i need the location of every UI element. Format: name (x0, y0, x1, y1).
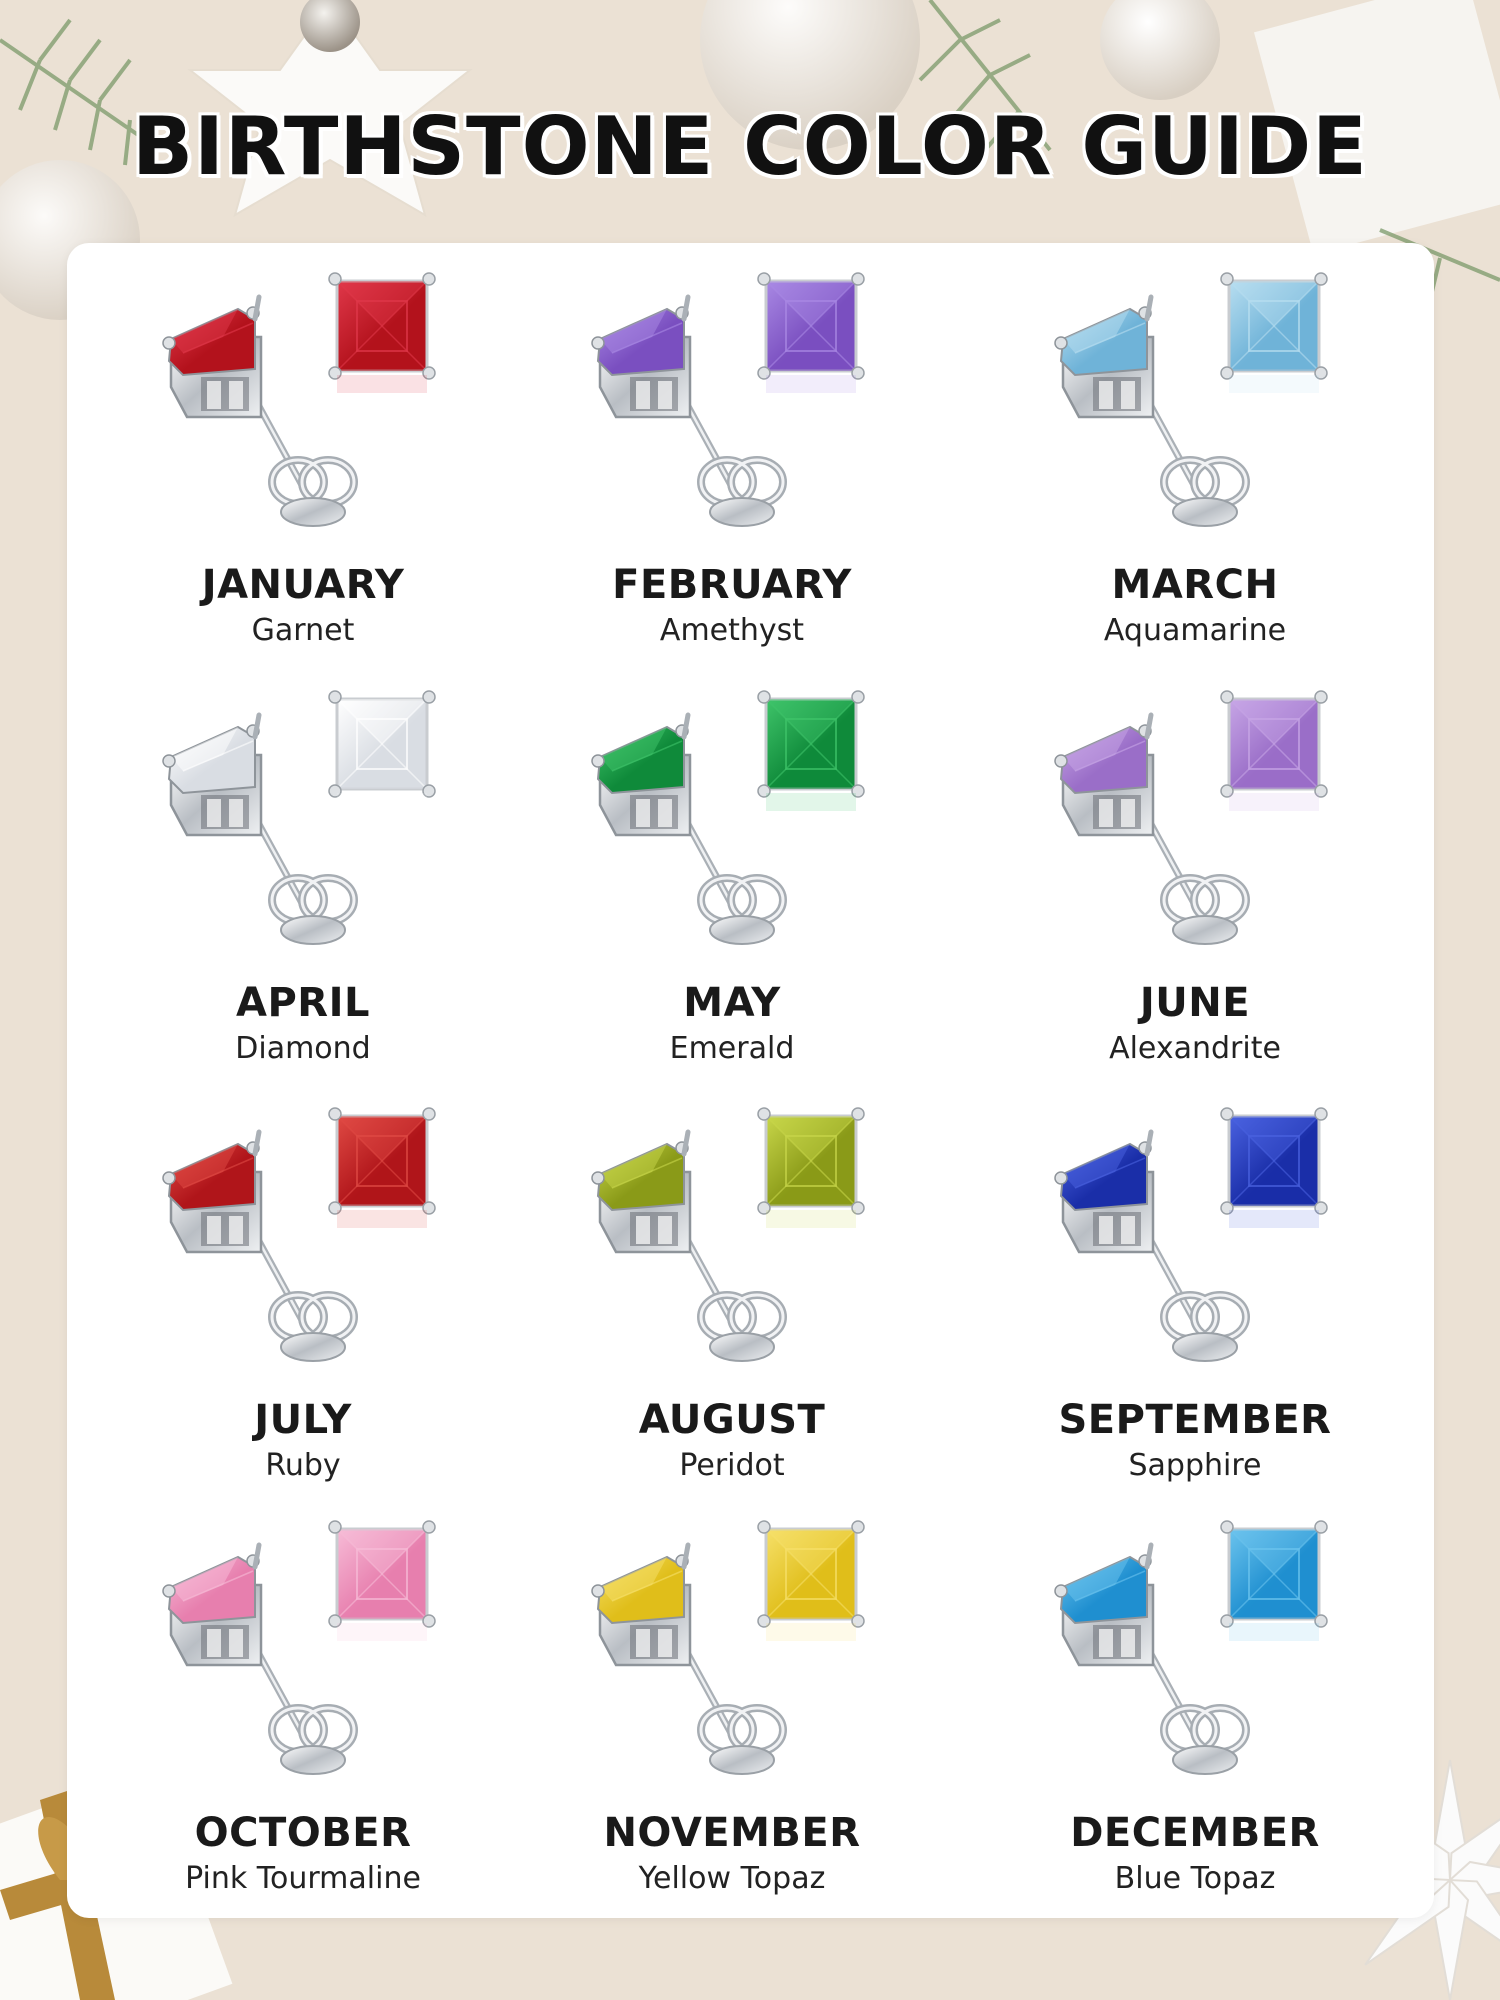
stone-name: Garnet (251, 613, 355, 648)
earring-icon (83, 257, 523, 567)
earring-icon (975, 257, 1415, 567)
birthstone-card (975, 1505, 1415, 1923)
stone-name: Pink Tourmaline (185, 1861, 421, 1896)
birthstone-card (975, 1092, 1415, 1510)
earring-icon (83, 675, 523, 985)
month-label: APRIL (236, 980, 370, 1026)
birthstone-card (512, 1505, 952, 1923)
stone-name: Aquamarine (1103, 613, 1287, 648)
birthstone-card (512, 1092, 952, 1510)
earring-icon (512, 675, 952, 985)
month-label: JUNE (1139, 980, 1251, 1026)
month-label: NOVEMBER (603, 1810, 861, 1856)
birthstone-card (512, 257, 952, 675)
birthstone-card (83, 1092, 523, 1510)
stone-name: Yellow Topaz (638, 1861, 826, 1896)
page-title: BIRTHSTONE COLOR GUIDE (132, 100, 1368, 193)
earring-icon (512, 257, 952, 567)
stone-name: Amethyst (659, 613, 805, 648)
stone-name: Blue Topaz (1114, 1861, 1276, 1896)
birthstone-card (83, 1505, 523, 1923)
month-label: OCTOBER (194, 1810, 412, 1856)
stone-name: Peridot (679, 1448, 785, 1483)
stone-name: Sapphire (1128, 1448, 1262, 1483)
earring-icon (975, 1505, 1415, 1815)
month-label: AUGUST (638, 1397, 826, 1443)
month-label: DECEMBER (1070, 1810, 1320, 1856)
month-label: FEBRUARY (612, 562, 852, 608)
stone-name: Ruby (265, 1448, 341, 1483)
birthstone-card (83, 675, 523, 1093)
earring-icon (83, 1092, 523, 1402)
month-label: MARCH (1111, 562, 1279, 608)
birthstone-card (975, 675, 1415, 1093)
month-label: JULY (254, 1397, 352, 1443)
birthstone-card (975, 257, 1415, 675)
earring-icon (83, 1505, 523, 1815)
month-label: JANUARY (201, 562, 405, 608)
earring-icon (975, 1092, 1415, 1402)
birthstone-card (512, 675, 952, 1093)
stone-name: Emerald (669, 1031, 795, 1066)
earring-icon (512, 1092, 952, 1402)
earring-icon (975, 675, 1415, 985)
birthstone-card (83, 257, 523, 675)
stone-name: Diamond (235, 1031, 371, 1066)
month-label: SEPTEMBER (1058, 1397, 1332, 1443)
earring-icon (512, 1505, 952, 1815)
stone-name: Alexandrite (1109, 1031, 1281, 1066)
month-label: MAY (683, 980, 781, 1026)
